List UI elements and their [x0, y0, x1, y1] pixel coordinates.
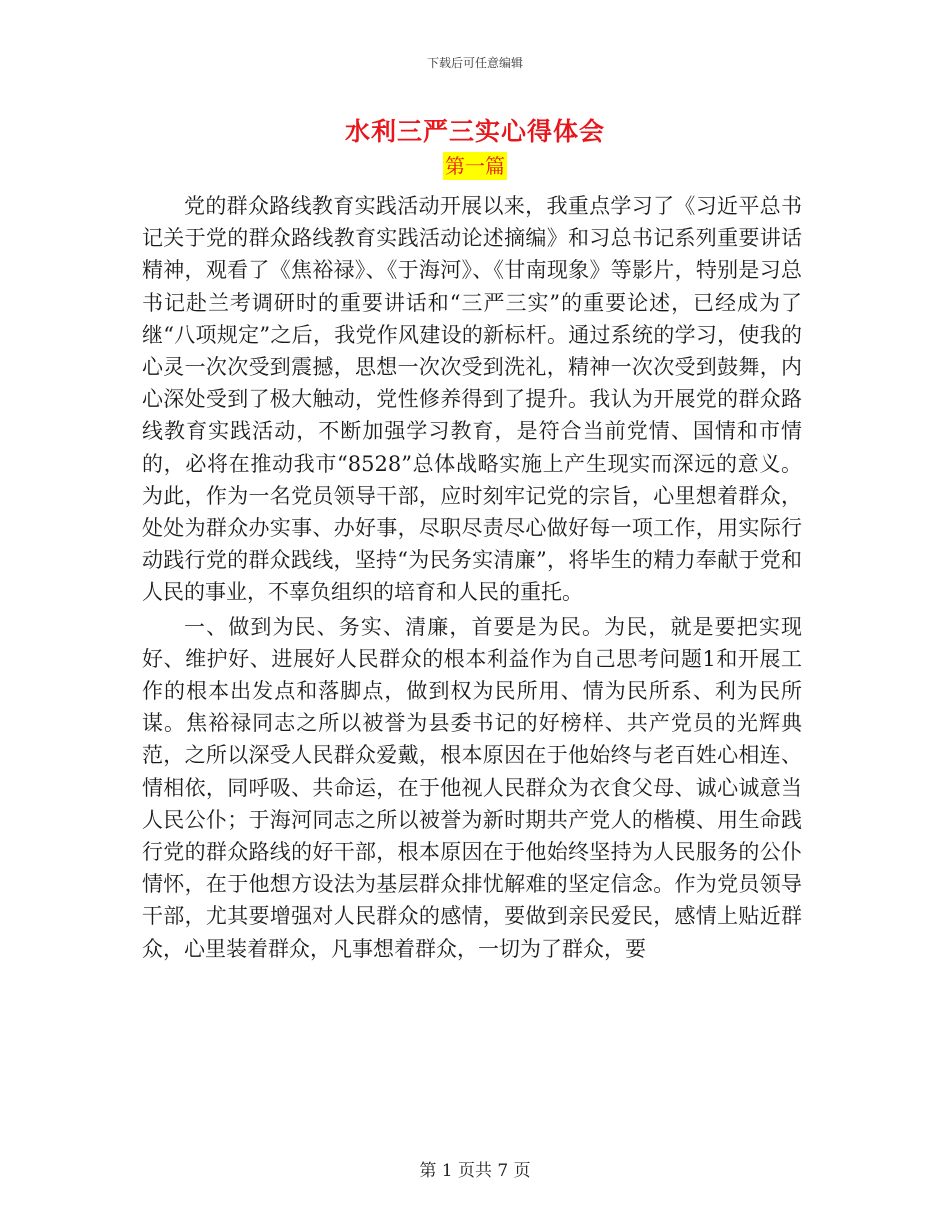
document-title: 水利三严三实心得体会 [344, 117, 605, 146]
part-label: 第一篇 [445, 154, 505, 178]
part-label-container [0, 152, 950, 180]
document-body [142, 190, 802, 965]
page-number-footer: 第 1 页共 7 页 [419, 1161, 531, 1181]
paragraph-intro: 党的群众路线教育实践活动开展以来，我重点学习了《习近平总书记关于党的群众路线教育实践活动论述摘编》和习总书记系列重要讲话精神，观看了《焦裕禄》、《于海河》、《甘南现象》等影片，特别是习总书记赴兰考调研时的重要讲话和“三严三实”的重要论述，已经成为了继“八项规定”之后，我党作风建设的新标杆。通过系统的学习，使我的心灵一次次受到震撼，思想一次次受到洗礼，精神一次次受到鼓舞，内心深处受到了极大触动，党性修养得到了提升。我认为开展党的群众路线教育实践活动，不断加强学习教育，是符合当前党情、国情和市情的，必将在推动我市“8528”总体战略实施上产生现实而深远的意义。为此，作为一名党员领导干部，应时刻牢记党的宗旨，心里想着群众，处处为群众办实事、办好事，尽职尽责尽心做好每一项工作，用实际行动践行党的群众践线，坚持“为民务实清廉”，将毕生的精力奉献于党和人民的事业，不辜负组织的培育和人民的重托。 [142, 194, 802, 605]
header-note: 下载后可任意编辑 [426, 56, 523, 70]
paragraph-section-one: 一、做到为民、务实、清廉，首要是为民。为民，就是要把实现好、维护好、进展好人民群众的根本利益作为自己思考问题1和开展工作的根本出发点和落脚点，做到权为民所用、情为民所系、利为民所谋。焦裕禄同志之所以被誉为县委书记的好榜样、共产党员的光辉典范，之所以深受人民群众爱戴，根本原因在于他始终与老百姓心相连、情相依，同呼吸、共命运，在于他视人民群众为衣食父母、诚心诚意当人民公仆；于海河同志之所以被誉为新时期共产党人的楷模、用生命践行党的群众路线的好干部，根本原因在于他始终坚持为人民服务的公仆情怀，在于他想方设法为基层群众排忧解难的坚定信念。作为党员领导干部，尤其要增强对人民群众的感情，要做到亲民爱民，感情上贴近群众，心里装着群众，凡事想着群众，一切为了群众，要 [142, 614, 802, 961]
